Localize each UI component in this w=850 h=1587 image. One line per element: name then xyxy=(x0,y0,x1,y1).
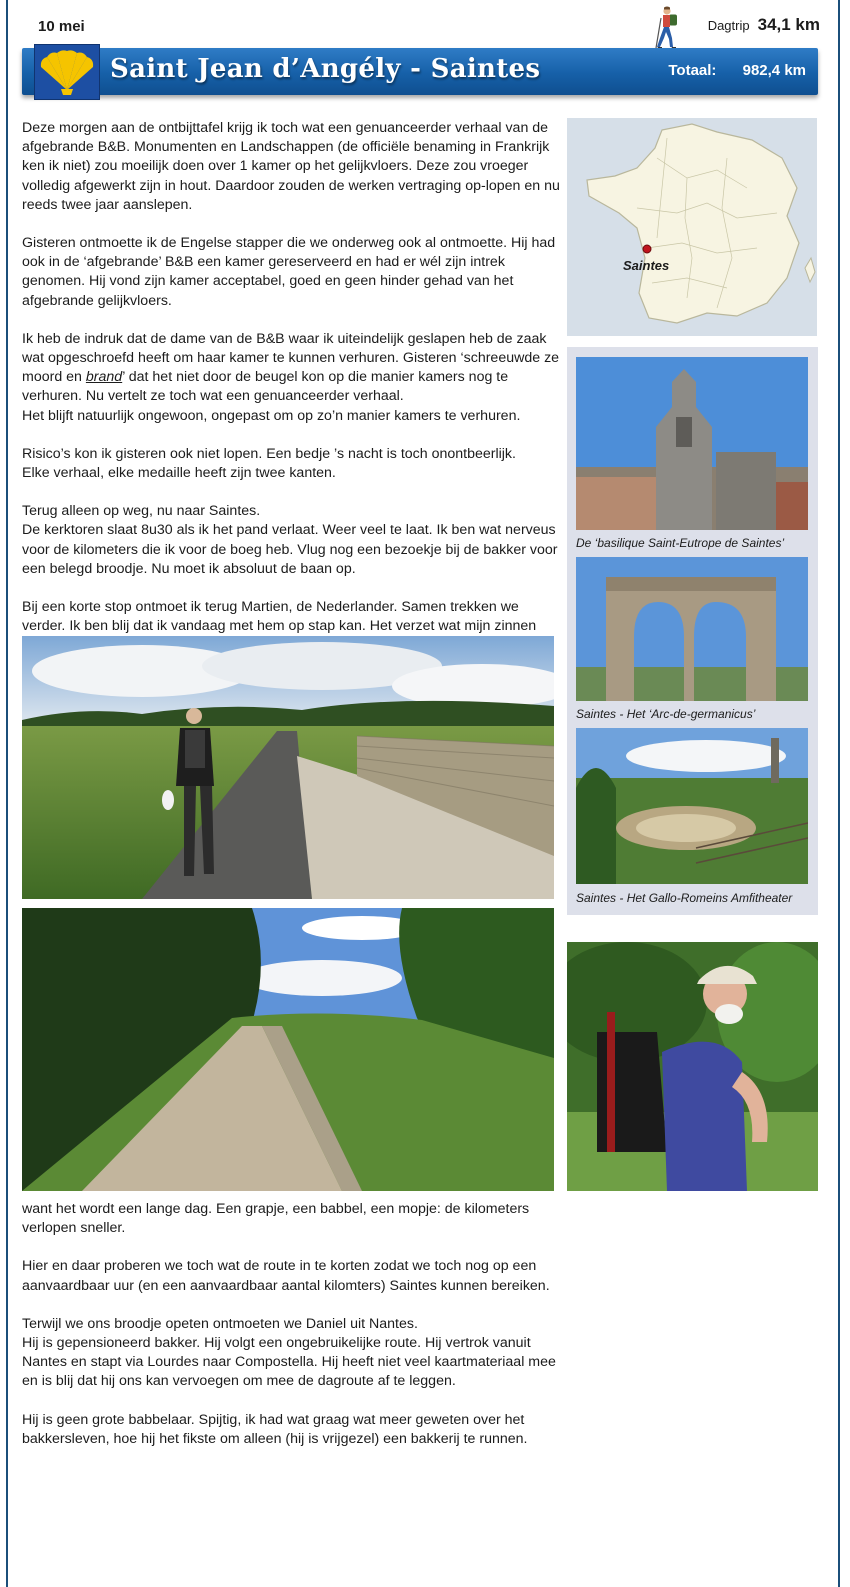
sidebar-photos xyxy=(567,347,818,915)
trip-value: 34,1 km xyxy=(757,15,820,34)
paragraph: want het wordt een lange dag. Een grapje, een babbel, een mopje: de kilometers verlopen sneller. xyxy=(22,1201,530,1237)
paragraph: Terug alleen op weg, nu naar Saintes. De kerktoren slaat 8u30 als ik het pand verlaat. Weer veel te laat. Ik ben wat nerveus voor de kilometers die ik voor de boeg heb. Vlug nog een bezoekje bij de bakker voor een belegd broodje. Nu moet ik absoluut de baan op. xyxy=(22,503,558,577)
total-value: 982,4 km xyxy=(742,62,806,79)
caption-basilica: De ‘basilique Saint-Eutrope de Saintes’ xyxy=(576,536,785,550)
photo-path-stone-wall xyxy=(22,636,554,899)
caption-arch: Saintes - Het ‘Arc-de-germanicus’ xyxy=(576,707,756,721)
paragraph: Hier en daar proberen we toch wat de route in te korten zodat we toch nog op een aanvaardbaar uur (en een aanvaardbaar aantal kilomters) Saintes kunnen bereiken. xyxy=(22,1258,550,1294)
map-france xyxy=(567,118,817,336)
trip-distance xyxy=(708,15,820,35)
paragraph: Deze morgen aan de ontbijttafel krijg ik toch wat een genuanceerder verhaal van de afgebrande B&B. Monumenten en Landschappen (de officiële benaming in Frankrijk ken ik niet) zou moeilijk doen over 1 kamer op het gelijkvloers. Deze zou vroeger volledig afgewerkt zijn in hout. Daardoor zouden de werken vertraging op-lopen en nu reeds twee jaar aanslepen. xyxy=(22,120,560,213)
caption-amphitheater: Saintes - Het Gallo-Romeins Amfitheater xyxy=(576,891,793,905)
paragraph: Risico’s kon ik gisteren ook niet lopen. Een bedje ’s nacht is toch onontbeerlijk. Elke verhaal, elke medaille heeft zijn twee kanten. xyxy=(22,445,516,482)
page-title: Saint Jean d’Angély - Saintes xyxy=(110,54,541,84)
hiker-icon xyxy=(652,6,682,50)
text-block-bottom xyxy=(22,1200,560,1468)
total-distance xyxy=(668,62,806,79)
paragraph: Terwijl we ons broodje opeten ontmoeten we Daniel uit Nantes. Hij is gepensioneerd bakker. Hij volgt een ongebruikelijke route. Hij vertrok vanuit Nantes en stapt via Lourdes naar Compostella. Hij heeft niet veel kaartmateriaal mee en is blij dat hij ons kan vervoegen om mee de dagroute af te leggen. xyxy=(22,1315,556,1390)
total-label: Totaal: xyxy=(668,62,717,79)
text-block-top xyxy=(22,119,560,655)
paragraph: Hij is geen grote babbelaar. Spijtig, ik had wat graag wat meer geweten over het bakkersleven, hoe hij het fikste om alleen (hij is vrijgezel) een bakkerij te runnen. xyxy=(22,1411,528,1447)
paragraph: Gisteren ontmoette ik de Engelse stapper die we onderweg ook al ontmoette. Hij had ook in de ‘afgebrande’ B&B een kamer gereserveerd en had er wél zijn intrek genomen. Hij vond zijn kamer acceptabel, goed en geen hinder gehad van het afgebrande gelijkvloers. xyxy=(22,235,556,309)
scallop-shell-icon xyxy=(34,44,100,100)
photo-gravel-path-forest xyxy=(22,908,554,1191)
map-city-label: Saintes xyxy=(623,258,670,273)
date-label: 10 mei xyxy=(38,18,85,35)
trip-label: Dagtrip xyxy=(707,17,750,33)
photo-arch xyxy=(576,557,808,701)
photo-basilica xyxy=(576,357,808,530)
photo-amphitheater xyxy=(576,728,808,884)
emphasis-word: brand xyxy=(85,369,123,386)
paragraph: Bij een korte stop ontmoet ik terug Martien, de Nederlander. Samen trekken we verder. Ik ben blij dat ik vandaag met hem op stap kan. Het verzet wat mijn zinnen xyxy=(22,599,537,635)
photo-portrait-hiker xyxy=(567,942,818,1191)
title-banner xyxy=(22,48,818,95)
paragraph: Ik heb de indruk dat de dame van de B&B waar ik uiteindelijk geslapen heb de zaak wat opgeschroefd heeft om haar kamer te kunnen verhuren. Gisteren ‘schreeuwde ze moord en brand’ dat het niet door de beugel kon op die manier kamers nog te verhuren. Nu vertelt ze toch wat een genuanceerder verhaal. Het blijft natuurlijk ongewoon, ongepast om op zo’n manier kamers te verhuren. xyxy=(22,330,560,424)
